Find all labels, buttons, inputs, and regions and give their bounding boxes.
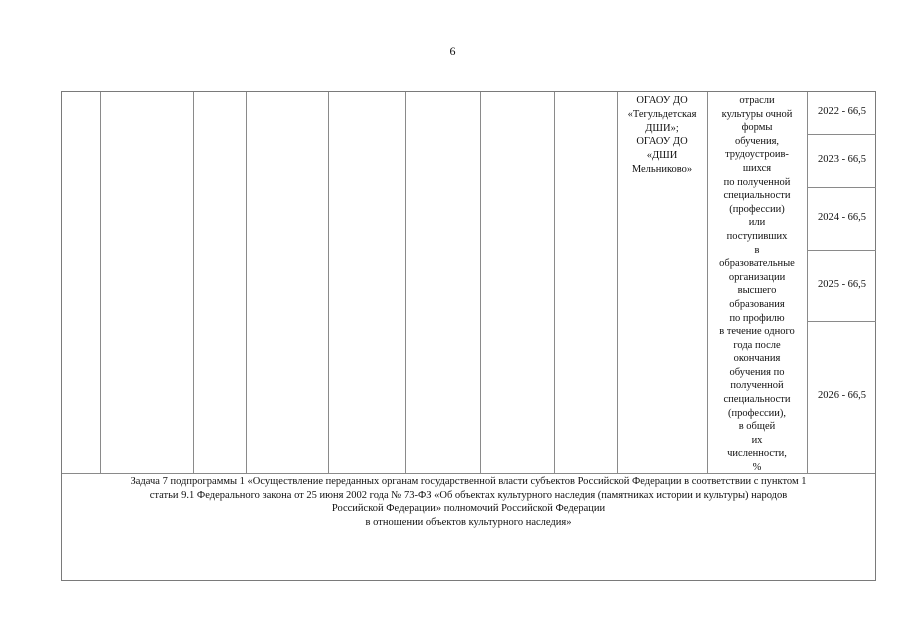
indicator-line: (профессии),: [727, 407, 787, 419]
indicator-line: или: [748, 217, 766, 229]
task-heading-line: Задача 7 подпрограммы 1 «Осуществление переданных органам государственной власти субъектов Российской Федерации в соответствии с пунктом 1: [130, 476, 807, 487]
executors-line: ОГАОУ ДО: [636, 95, 688, 106]
executors-cell: [617, 94, 707, 177]
indicator-line: численности,: [727, 448, 787, 460]
year-value: 2025 - 66,5: [817, 279, 867, 290]
task-heading-line: в отношении объектов культурного наследия»: [365, 516, 572, 528]
indicator-cell: [707, 94, 807, 475]
column-divider: [328, 92, 329, 473]
indicator-line: высшего: [737, 285, 777, 297]
indicator-line: по профилю: [729, 312, 785, 324]
indicator-line: поступивших: [726, 230, 788, 242]
indicator-line: формы: [741, 122, 773, 134]
indicator-line: их: [751, 434, 763, 446]
indicator-line: шихся: [742, 162, 772, 174]
year-row-divider: [807, 250, 876, 251]
year-row-divider: [807, 134, 876, 135]
year-value: 2023 - 66,5: [817, 154, 867, 165]
executors-line: ОГАОУ ДО: [636, 136, 688, 148]
indicator-line: в: [754, 244, 760, 256]
executors-line: Мельниково»: [631, 163, 693, 175]
indicator-line: обучения по: [729, 366, 785, 378]
indicator-line: специальности: [723, 394, 791, 406]
indicator-line: по полученной: [723, 176, 791, 188]
indicator-line: года после: [733, 339, 781, 351]
program-table: [61, 91, 876, 581]
column-divider: [554, 92, 555, 473]
indicator-line: (профессии): [729, 203, 785, 215]
year-value: 2026 - 66,5: [817, 390, 867, 401]
executors-line: «ДШИ: [646, 150, 678, 162]
indicator-line: окончания: [733, 353, 781, 365]
indicator-line: трудоустроив-: [725, 149, 789, 161]
indicator-line: обучения,: [734, 135, 780, 147]
task-heading: [62, 475, 875, 529]
indicator-line: организации: [728, 271, 786, 283]
task-heading-line: Российской Федерации» полномочий Российской Федерации: [331, 503, 606, 514]
indicator-line: образовательные: [719, 258, 795, 270]
indicator-line: отрасли: [739, 95, 775, 106]
indicator-line: %: [752, 462, 762, 474]
indicator-line: культуры очной: [721, 108, 793, 120]
column-divider: [480, 92, 481, 473]
indicator-line: в течение одного: [719, 326, 795, 338]
column-divider: [246, 92, 247, 473]
year-value: 2022 - 66,5: [817, 106, 867, 117]
indicator-line: полученной: [730, 380, 784, 392]
page-number: 6: [449, 44, 456, 58]
year-row-divider: [807, 321, 876, 322]
indicator-line: в общей: [738, 421, 776, 433]
column-divider: [193, 92, 194, 473]
executors-line: ДШИ»;: [645, 122, 679, 134]
year-row-divider: [807, 187, 876, 188]
task-heading-line: статьи 9.1 Федерального закона от 25 июня 2002 года № 73-ФЗ «Об объектах культурного наследия (памятниках истории и культуры) народов: [149, 489, 788, 501]
indicator-line: образования: [729, 298, 785, 310]
column-divider: [405, 92, 406, 473]
indicator-line: специальности: [723, 190, 791, 202]
column-divider: [100, 92, 101, 473]
executors-line: «Тегульдетская: [627, 108, 697, 120]
year-value: 2024 - 66,5: [817, 212, 867, 223]
